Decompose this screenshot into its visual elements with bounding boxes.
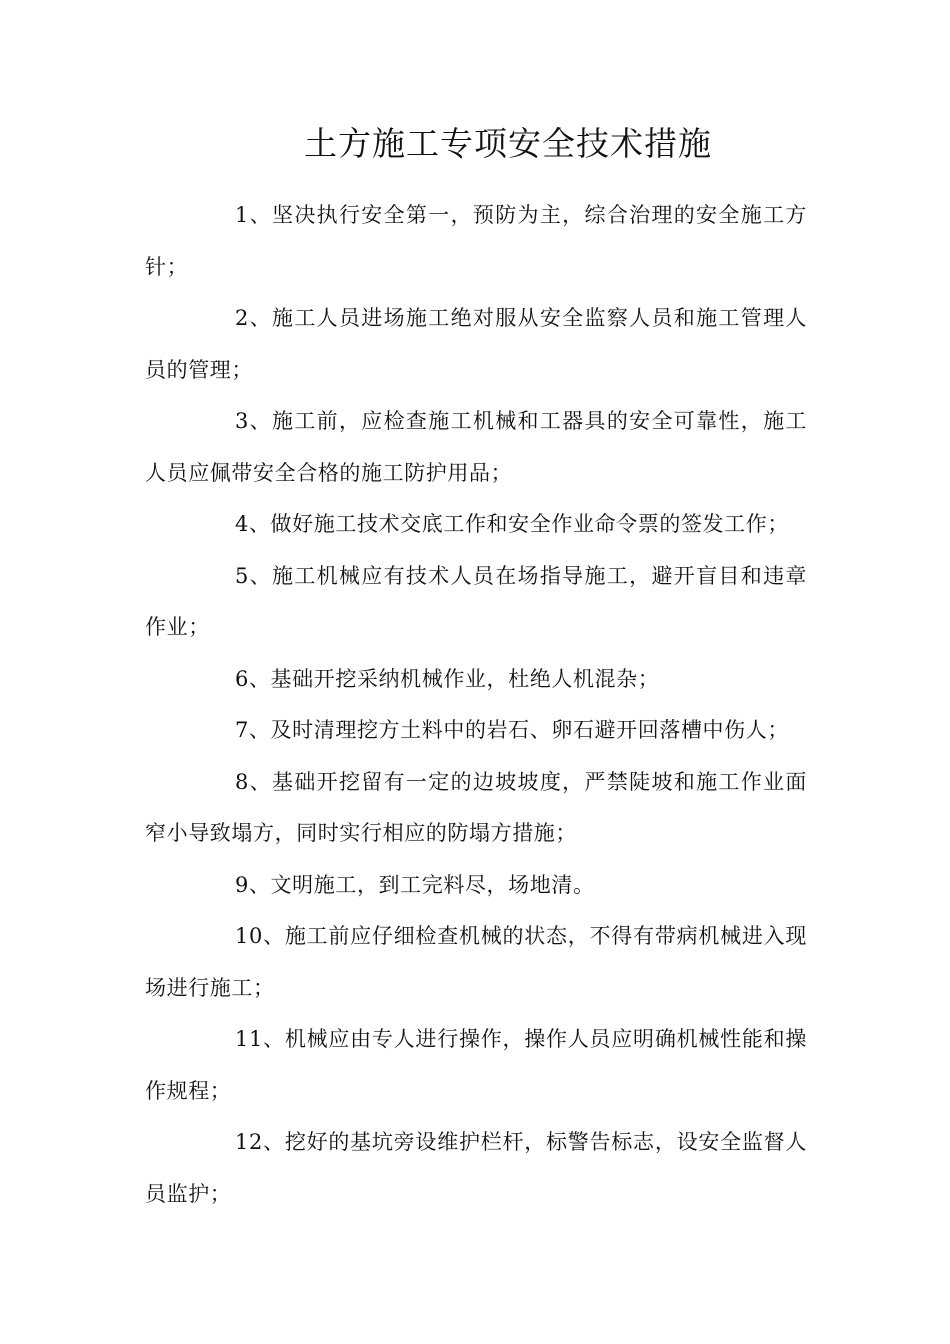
document-title: 土方施工专项安全技术措施 xyxy=(304,124,712,163)
measure-item-10: 10、施工前应仔细检查机械的状态，不得有带病机械进入现场进行施工； xyxy=(145,924,807,1000)
measure-item-4: 4、做好施工技术交底工作和安全作业命令票的签发工作； xyxy=(235,512,789,536)
measure-item-9: 9、文明施工，到工完料尽，场地清。 xyxy=(235,872,595,897)
measure-item-5: 5、施工机械应有技术人员在场指导施工，避开盲目和违章作业； xyxy=(145,563,807,639)
document-body xyxy=(145,190,807,1220)
measure-item-2: 2、施工人员进场施工绝对服从安全监察人员和施工管理人员的管理； xyxy=(145,306,807,382)
measure-item-7: 7、及时清理挖方土料中的岩石、卵石避开回落槽中伤人； xyxy=(235,718,789,742)
measure-item-12: 12、挖好的基坑旁设维护栏杆，标警告标志，设安全监督人员监护； xyxy=(145,1130,807,1206)
measure-item-11: 11、机械应由专人进行操作，操作人员应明确机械性能和操作规程； xyxy=(145,1027,807,1103)
measure-item-8: 8、基础开挖留有一定的边坡坡度，严禁陡坡和施工作业面窄小导致塌方，同时实行相应的防塌方措施； xyxy=(145,769,807,845)
measure-item-6: 6、基础开挖采纳机械作业，杜绝人机混杂； xyxy=(235,666,660,691)
measure-item-3: 3、施工前，应检查施工机械和工器具的安全可靠性，施工人员应佩带安全合格的施工防护用品； xyxy=(145,409,807,485)
measure-item-1: 1、坚决执行安全第一，预防为主，综合治理的安全施工方针； xyxy=(145,203,807,279)
